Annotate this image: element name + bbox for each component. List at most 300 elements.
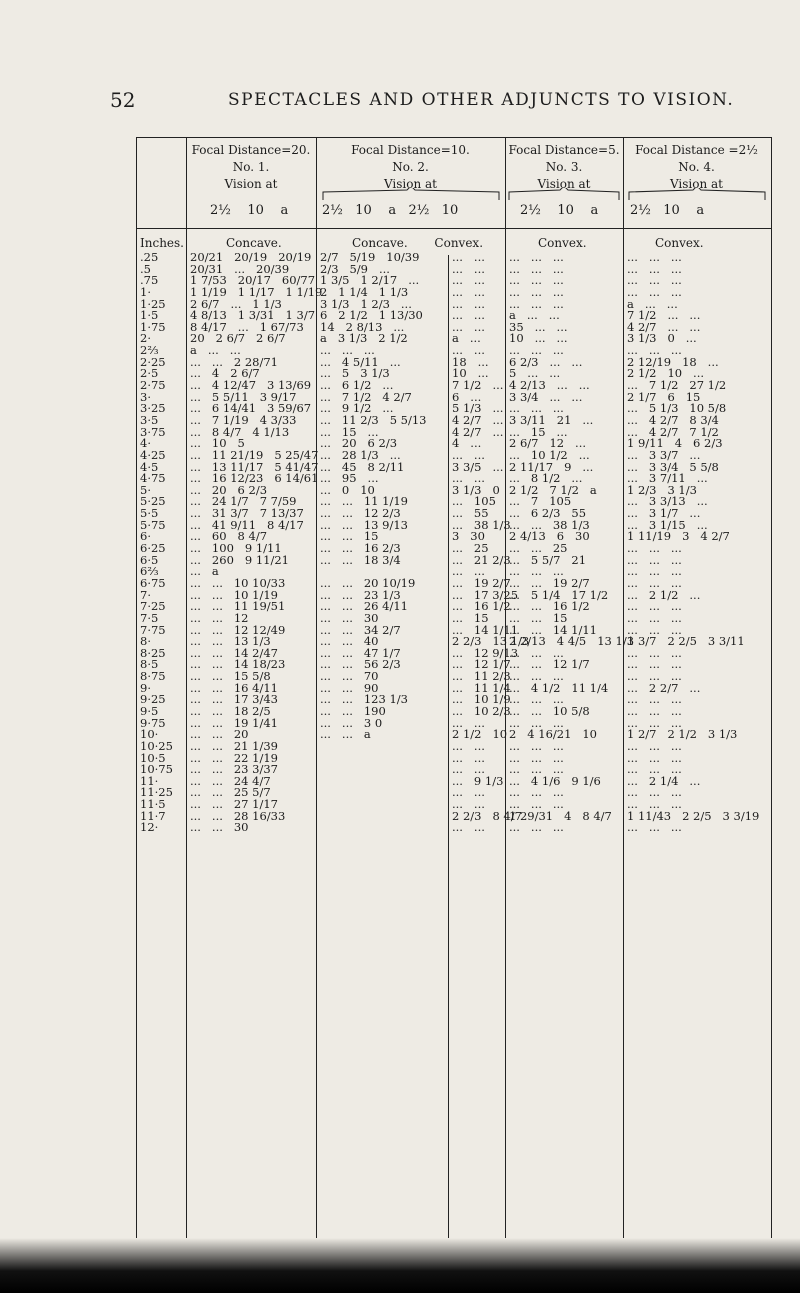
- table-cell: ... 3 1/7 ...: [627, 506, 701, 521]
- table-cell: ... ... 12 12/49: [190, 622, 286, 637]
- table-cell: 10·5: [140, 750, 166, 765]
- table-cell: ... ... 18 3/4: [320, 552, 401, 567]
- table-cell: [320, 776, 427, 788]
- table-cell: [320, 787, 427, 799]
- table-cell: 11·25: [140, 785, 173, 800]
- table-cell: ... ...: [452, 273, 485, 288]
- table-cell: ... ... ...: [627, 750, 682, 765]
- table-cell: 3 3/11 21 ...: [509, 412, 594, 427]
- table-cell: ... 20 6 2/3: [320, 436, 398, 451]
- table-cell: ... ... 30: [190, 820, 249, 835]
- table-cell: ... ... 14 18/23: [190, 657, 286, 672]
- table-cell: ... ...: [452, 261, 485, 276]
- table-cell: ... ... ...: [627, 541, 682, 556]
- table-cell: ... 10 5: [190, 436, 245, 451]
- table-cell: 1 29/31 4 8 4/7: [509, 808, 612, 823]
- table-cell: ... 5 3 1/3: [320, 366, 390, 381]
- lens-number: No. 1.: [232, 160, 270, 174]
- lens-type-no4: Convex.: [655, 236, 704, 250]
- table-cell: 4 2/13 ... ...: [509, 378, 590, 393]
- table-cell: 10·25: [140, 738, 173, 753]
- table-cell: 18 ...: [452, 354, 489, 369]
- table-cell: ... 9 1/3: [452, 773, 504, 788]
- table-cell: ... 0 10: [320, 482, 375, 497]
- lens-type-no2: Concave. Convex.: [352, 236, 484, 250]
- table-cell: 2 4/13 6 30: [509, 529, 590, 544]
- table-cell: ... ... ...: [509, 715, 564, 730]
- table-cell: 4·5: [140, 459, 159, 474]
- focal-distance: Focal Distance =2½: [635, 143, 758, 157]
- no3-column: [509, 252, 634, 834]
- table-cell: 7·5: [140, 610, 159, 625]
- table-cell: 6·5: [140, 552, 159, 567]
- table-cell: ... ... ...: [509, 820, 564, 835]
- table-cell: ... ... ...: [509, 284, 564, 299]
- table-cell: ... ... ...: [627, 622, 682, 637]
- table-cell: ... ... ...: [509, 738, 564, 753]
- table-cell: 9·: [140, 680, 151, 695]
- table-cell: ... ... ...: [509, 669, 564, 684]
- table-cell: ... a: [190, 564, 219, 579]
- table-cell: ... ... ...: [509, 750, 564, 765]
- table-cell: ... 7 1/2 27 1/2: [627, 378, 727, 393]
- table-cell: 2 11/17 9 ...: [509, 459, 594, 474]
- table-cell: ... ... 21 1/39: [190, 738, 278, 753]
- table-cell: ... ... 17 3/43: [190, 692, 278, 707]
- table-cell: 4·75: [140, 471, 166, 486]
- no1-column: [190, 252, 322, 834]
- table-cell: ... 28 1/3 ...: [320, 447, 401, 462]
- table-cell: ... 5 5/11 3 9/17: [190, 389, 297, 404]
- table-cell: ... ... ...: [509, 692, 564, 707]
- table-cell: ... ... ...: [509, 564, 564, 579]
- table-cell: 11·7: [140, 808, 166, 823]
- table-cell: ... ...: [452, 471, 485, 486]
- table-cell: ... ... 20: [190, 727, 249, 742]
- scan-edge: [0, 1238, 800, 1293]
- focal-distance: Focal Distance=5.: [508, 143, 620, 157]
- table-cell: ... 3 7/11 ...: [627, 471, 708, 486]
- table-cell: ... ... ...: [509, 401, 564, 416]
- table-cell: ... ... 16 4/11: [190, 680, 278, 695]
- table-cell: ... ... ...: [627, 645, 682, 660]
- table-cell: 6⅔: [140, 564, 159, 579]
- table-cell: ... 8 1/2 ...: [509, 471, 583, 486]
- table-cell: 5·25: [140, 494, 166, 509]
- table-cell: ... 3 1/15 ...: [627, 517, 708, 532]
- table-cell: ... ... 90: [320, 680, 379, 695]
- table-cell: ... ... 11 19/51: [190, 599, 286, 614]
- table-cell: ... 6 14/41 3 59/67: [190, 401, 312, 416]
- table-cell: 5·5: [140, 506, 159, 521]
- table-cell: 9·25: [140, 692, 166, 707]
- table-cell: 7 1/2 ... ...: [627, 308, 701, 323]
- vision-brace: [322, 188, 500, 200]
- table-cell: ... ...: [452, 343, 485, 358]
- table-cell: ... 10 2/3: [452, 703, 511, 718]
- column-rule: [448, 255, 449, 1257]
- table-cell: ... ... 12 1/7: [509, 657, 590, 672]
- table-cell: 3 3/4 ... ...: [509, 389, 583, 404]
- table-cell: [320, 764, 427, 776]
- table-cell: ... ... ...: [627, 692, 682, 707]
- table-cell: ... 4 5/11 ...: [320, 354, 401, 369]
- table-cell: 2 12/19 18 ...: [627, 354, 719, 369]
- page-number: 52: [110, 88, 136, 112]
- table-cell: 1·25: [140, 296, 166, 311]
- table-cell: ... 5 1/4 17 1/2: [509, 587, 609, 602]
- table-cell: ... ... 15: [509, 610, 568, 625]
- table-cell: 6·75: [140, 575, 166, 590]
- table-cell: 7·: [140, 587, 151, 602]
- table-cell: ... 41 9/11 8 4/17: [190, 517, 304, 532]
- no2-concave-column: [320, 252, 427, 834]
- header-rule: [136, 228, 772, 229]
- table-cell: 20/31 ... 20/39: [190, 261, 290, 276]
- table-cell: ... ... 15 5/8: [190, 669, 271, 684]
- table-cell: ... ... ...: [509, 797, 564, 812]
- table-cell: ... ...: [452, 447, 485, 462]
- table-cell: ... 21 2/3: [452, 552, 511, 567]
- table-cell: ... ... ...: [627, 343, 682, 358]
- table-cell: ... ... 19 1/41: [190, 715, 278, 730]
- lens-header-no4: [623, 142, 770, 193]
- table-cell: ... 11 2/3: [452, 669, 511, 684]
- table-cell: ... ...: [452, 762, 485, 777]
- table-cell: ... 12 1/7: [452, 657, 511, 672]
- focal-distance: Focal Distance=10.: [351, 143, 470, 157]
- table-cell: ... 4 2/7 8 3/4: [627, 412, 719, 427]
- table-cell: ... ... 22 1/19: [190, 750, 278, 765]
- table-cell: 8·: [140, 634, 151, 649]
- table-cell: 4 2/7 ...: [452, 424, 504, 439]
- table-cell: ... 25: [452, 541, 489, 556]
- table-cell: 2⅔: [140, 343, 159, 358]
- table-cell: ... ... ...: [627, 552, 682, 567]
- lens-type-no1: Concave.: [226, 236, 282, 250]
- lens-header-no3: [505, 142, 623, 193]
- table-cell: ... ... 11 1/19: [320, 494, 408, 509]
- table-cell: ... ...: [452, 750, 485, 765]
- table-cell: ... ... 14 1/11: [509, 622, 597, 637]
- table-cell: ... ... 20 10/19: [320, 575, 416, 590]
- table-cell: ... ... 12 2/3: [320, 506, 401, 521]
- table-cell: ... 11 21/19 5 25/47: [190, 447, 319, 462]
- table-cell: 2·5: [140, 366, 159, 381]
- table-cell: 12·: [140, 820, 159, 835]
- table-cell: ... ... 2 28/71: [190, 354, 278, 369]
- table-cell: ... ... 10 10/33: [190, 575, 286, 590]
- table-cell: ... ...: [452, 250, 485, 264]
- table-cell: ... 17 3/25: [452, 587, 519, 602]
- table-cell: a ...: [452, 331, 481, 346]
- table-cell: ... ... 12: [190, 610, 249, 625]
- table-cell: 1 2/7 2 1/2 3 1/3: [627, 727, 738, 742]
- table-cell: 5 ... ...: [509, 366, 561, 381]
- table-cell: ... ... ...: [509, 645, 564, 660]
- table-cell: a ... ...: [190, 343, 241, 358]
- table-cell: 2 1 1/4 1 1/3: [320, 284, 409, 299]
- table-cell: 5 1/3 ...: [452, 401, 504, 416]
- table-cell: [320, 799, 427, 811]
- table-cell: ... 3 3/4 5 5/8: [627, 459, 719, 474]
- table-cell: ... ... ...: [627, 703, 682, 718]
- running-head: SPECTACLES AND OTHER ADJUNCTS TO VISION.: [228, 90, 735, 110]
- table-cell: ... ... 18 2/5: [190, 703, 271, 718]
- table-cell: ... ... 28 16/33: [190, 808, 286, 823]
- table-cell: 10 ...: [452, 366, 489, 381]
- table-cell: 1 11/43 2 2/5 3 3/19: [627, 808, 760, 823]
- table-cell: ... ... ...: [509, 785, 564, 800]
- table-cell: 35 ... ...: [509, 319, 568, 334]
- table-cell: 20 2 6/7 2 6/7: [190, 331, 286, 346]
- table-cell: 1 1/19 1 1/17 1 1/19: [190, 284, 323, 299]
- table-cell: ... ... 13 1/3: [190, 634, 271, 649]
- table-cell: 8·75: [140, 669, 166, 684]
- table-cell: 1 9/11 4 6 2/3: [627, 436, 723, 451]
- table-cell: ... ... 13 9/13: [320, 517, 408, 532]
- table-cell: ... ... 14 2/47: [190, 645, 278, 660]
- table-cell: ... 3 3/13 ...: [627, 494, 708, 509]
- table-cell: 8·5: [140, 657, 159, 672]
- table-cell: 10·: [140, 727, 159, 742]
- lens-header-no1: [186, 142, 316, 193]
- table-cell: ... ... ...: [627, 762, 682, 777]
- table-cell: 2·25: [140, 354, 166, 369]
- table-cell: 11·5: [140, 797, 166, 812]
- table-cell: ... ... ...: [509, 261, 564, 276]
- table-cell: 6 ...: [452, 389, 482, 404]
- table-cell: ... 7 1/2 4 2/7: [320, 389, 412, 404]
- table-cell: .75: [140, 273, 159, 288]
- table-cell: 3 1/3 1 2/3 ...: [320, 296, 412, 311]
- table-cell: ... ... 16 1/2: [509, 599, 590, 614]
- vision-brace: [508, 188, 620, 200]
- table-cell: ... ... 15: [320, 529, 379, 544]
- table-cell: ... ... 70: [320, 669, 379, 684]
- table-cell: 14 2 8/13 ...: [320, 319, 405, 334]
- table-cell: 6·: [140, 529, 151, 544]
- table-cell: ... ... 123 1/3: [320, 692, 408, 707]
- table-cell: 8 4/17 ... 1 67/73: [190, 319, 304, 334]
- table-cell: ... 3 3/7 ...: [627, 447, 701, 462]
- table-cell: ... ...: [452, 797, 485, 812]
- table-cell: ... ... ...: [627, 797, 682, 812]
- table-cell: 11·: [140, 773, 159, 788]
- table-cell: ... ... 30: [320, 610, 379, 625]
- table-cell: [320, 753, 427, 765]
- lens-number: No. 4.: [678, 160, 715, 174]
- table-cell: ... 31 3/7 7 13/37: [190, 506, 304, 521]
- table-cell: 4 8/13 1 3/31 1 3/7: [190, 308, 316, 323]
- table-cell: 1 11/19 3 4 2/7: [627, 529, 730, 544]
- table-cell: ... ... ...: [320, 343, 375, 358]
- table-cell: ... 19 2/7: [452, 575, 511, 590]
- table-cell: 2 2/13 4 4/5 13 1/3: [509, 634, 635, 649]
- vision-label: Vision at: [383, 177, 438, 191]
- table-cell: ... ... ...: [509, 762, 564, 777]
- table-cell: a ... ...: [509, 308, 560, 323]
- lens-number: No. 3.: [545, 160, 583, 174]
- table-cell: 4·: [140, 436, 151, 451]
- table-cell: 7·75: [140, 622, 166, 637]
- lens-number: No. 2.: [392, 160, 429, 174]
- table-cell: ... ... 47 1/7: [320, 645, 401, 660]
- table-cell: ... 2 2/7 ...: [627, 680, 701, 695]
- table-cell: 2 1/2 10: [452, 727, 508, 742]
- table-cell: ... ...: [452, 296, 485, 311]
- table-cell: ... ... ...: [627, 284, 682, 299]
- table-cell: 3 30: [452, 529, 485, 544]
- table-cell: 2 1/2 7 1/2 a: [509, 482, 597, 497]
- table-cell: 4 ...: [452, 436, 482, 451]
- table-cell: ... ...: [452, 308, 485, 323]
- table-cell: ... 10 1/9: [452, 692, 511, 707]
- table-cell: 10 ... ...: [509, 331, 568, 346]
- inches-column: [140, 252, 173, 834]
- table-cell: a 3 1/3 2 1/2: [320, 331, 408, 346]
- table-cell: 2/7 5/19 10/39: [320, 250, 420, 264]
- table-cell: 6 2/3 ... ...: [509, 354, 583, 369]
- table-cell: ... 15: [452, 610, 489, 625]
- table-cell: ... ... ...: [627, 564, 682, 579]
- table-cell: ... ... ...: [627, 738, 682, 753]
- table-cell: ... ... a: [320, 727, 371, 742]
- table-cell: 1·5: [140, 308, 159, 323]
- table-cell: 4 2/7 ...: [452, 412, 504, 427]
- table-cell: 1 7/53 20/17 60/77: [190, 273, 316, 288]
- table-cell: ... 260 9 11/21: [190, 552, 289, 567]
- table-cell: ... 60 8 4/7: [190, 529, 268, 544]
- table-cell: 2·75: [140, 378, 166, 393]
- table-cell: 10·75: [140, 762, 173, 777]
- table-cell: ... ... ...: [627, 610, 682, 625]
- table-cell: 2 6/7 12 ...: [509, 436, 587, 451]
- table-cell: 1 3/5 1 2/17 ...: [320, 273, 420, 288]
- table-cell: ... 4 2/7 7 1/2: [627, 424, 719, 439]
- table-cell: ... ... 25: [509, 541, 568, 556]
- vision-distances-no1: 2½ 10 a: [210, 203, 289, 218]
- vision-label: Vision at: [537, 177, 591, 191]
- table-cell: ... 12 9/13: [452, 645, 519, 660]
- table-cell: ... ... 10 1/19: [190, 587, 278, 602]
- table-cell: ... ... ...: [627, 715, 682, 730]
- table-cell: ... ... ...: [627, 250, 682, 264]
- table-cell: 3 1/3 0 ...: [627, 331, 697, 346]
- table-cell: ... 4 12/47 3 13/69: [190, 378, 312, 393]
- table-cell: ... 13 11/17 5 41/47: [190, 459, 319, 474]
- table-cell: 9·75: [140, 715, 166, 730]
- table-cell: 1 2/3 3 1/3: [627, 482, 697, 497]
- table-cell: ... ... 16 2/3: [320, 541, 401, 556]
- table-cell: ... 2 1/4 ...: [627, 773, 701, 788]
- table-cell: ... 5 5/7 21: [509, 552, 587, 567]
- table-cell: ... ...: [452, 284, 485, 299]
- table-cell: 2 2/3 13 1/3: [452, 634, 530, 649]
- table-cell: .25: [140, 250, 159, 264]
- table-cell: ... 7 105: [509, 494, 572, 509]
- table-cell: 3·: [140, 389, 151, 404]
- table-cell: ... ... 23 1/3: [320, 587, 401, 602]
- table-cell: ... ...: [452, 319, 485, 334]
- table-cell: ... 24 1/7 7 7/59: [190, 494, 297, 509]
- table-cell: ... ... 27 1/17: [190, 797, 278, 812]
- table-cell: ... ...: [452, 564, 485, 579]
- table-cell: ... ... 23 3/37: [190, 762, 278, 777]
- focal-distance: Focal Distance=20.: [191, 143, 311, 157]
- table-cell: ... 6 2/3 55: [509, 506, 587, 521]
- table-cell: ... ... 34 2/7: [320, 622, 401, 637]
- table-cell: ... ... ...: [509, 343, 564, 358]
- vision-distances-no2: 2½ 10 a 2½ 10: [322, 203, 459, 218]
- table-cell: ... 7 1/19 4 3/33: [190, 412, 297, 427]
- table-cell: 4·25: [140, 447, 166, 462]
- table-cell: ... ...: [452, 738, 485, 753]
- vision-label: Vision at: [669, 177, 724, 191]
- vision-brace: [628, 188, 766, 200]
- table-cell: 5·75: [140, 517, 166, 532]
- inches-header: Inches.: [140, 236, 184, 250]
- table-cell: ... ... ...: [627, 261, 682, 276]
- table-cell: ... ...: [452, 820, 485, 835]
- table-cell: 3 3/5 ...: [452, 459, 504, 474]
- table-cell: ... 100 9 1/11: [190, 541, 282, 556]
- table-cell: 7 1/2 ...: [452, 378, 504, 393]
- table-cell: ... 5 1/3 10 5/8: [627, 401, 727, 416]
- table-cell: [320, 741, 427, 753]
- vision-label: Vision at: [224, 177, 278, 191]
- table-cell: ... ... 38 1/3: [509, 517, 590, 532]
- table-cell: 7·25: [140, 599, 166, 614]
- table-cell: 2 4 16/21 10: [509, 727, 597, 742]
- table-cell: ... 4 1/6 9 1/6: [509, 773, 601, 788]
- table-cell: ... ... 19 2/7: [509, 575, 590, 590]
- table-cell: ... ... 190: [320, 703, 386, 718]
- table-cell: ... 10 1/2 ...: [509, 447, 590, 462]
- table-cell: ... ... 40: [320, 634, 379, 649]
- lens-type-no3: Convex.: [538, 236, 587, 250]
- table-cell: ... 8 4/7 4 1/13: [190, 424, 290, 439]
- table-cell: ... ... ...: [627, 785, 682, 800]
- table-cell: ... ... ...: [509, 250, 564, 264]
- table-cell: ... 4 2 6/7: [190, 366, 260, 381]
- table-cell: 1·75: [140, 319, 166, 334]
- table-cell: ... 2 1/2 ...: [627, 587, 701, 602]
- table-cell: 2 1/7 6 15: [627, 389, 701, 404]
- table-cell: 2 2/3 8 4/7: [452, 808, 522, 823]
- table-cell: ... 95 ...: [320, 471, 379, 486]
- table-cell: ... 14 1/11: [452, 622, 519, 637]
- table-cell: 1·: [140, 284, 151, 299]
- table-cell: ... ... 3 0: [320, 715, 383, 730]
- table-cell: ... 6 1/2 ...: [320, 378, 394, 393]
- table-cell: ... 45 8 2/11: [320, 459, 405, 474]
- table-cell: ... ... ...: [627, 820, 682, 835]
- table-cell: a ... ...: [627, 296, 678, 311]
- table-cell: ... ... ...: [627, 273, 682, 288]
- table-cell: 8·25: [140, 645, 166, 660]
- table-cell: ... 11 1/4: [452, 680, 511, 695]
- table-cell: ... ... ...: [627, 575, 682, 590]
- table-cell: ... ... 10 5/8: [509, 703, 590, 718]
- table-cell: ... 16 12/23 6 14/61: [190, 471, 319, 486]
- table-cell: 2 1/2 10 ...: [627, 366, 705, 381]
- table-cell: 6 2 1/2 1 13/30: [320, 308, 423, 323]
- table-cell: ... ... ...: [509, 296, 564, 311]
- table-cell: ... 15 ...: [509, 424, 568, 439]
- table-cell: ... 4 1/2 11 1/4: [509, 680, 609, 695]
- table-cell: 2/3 5/9 ...: [320, 261, 390, 276]
